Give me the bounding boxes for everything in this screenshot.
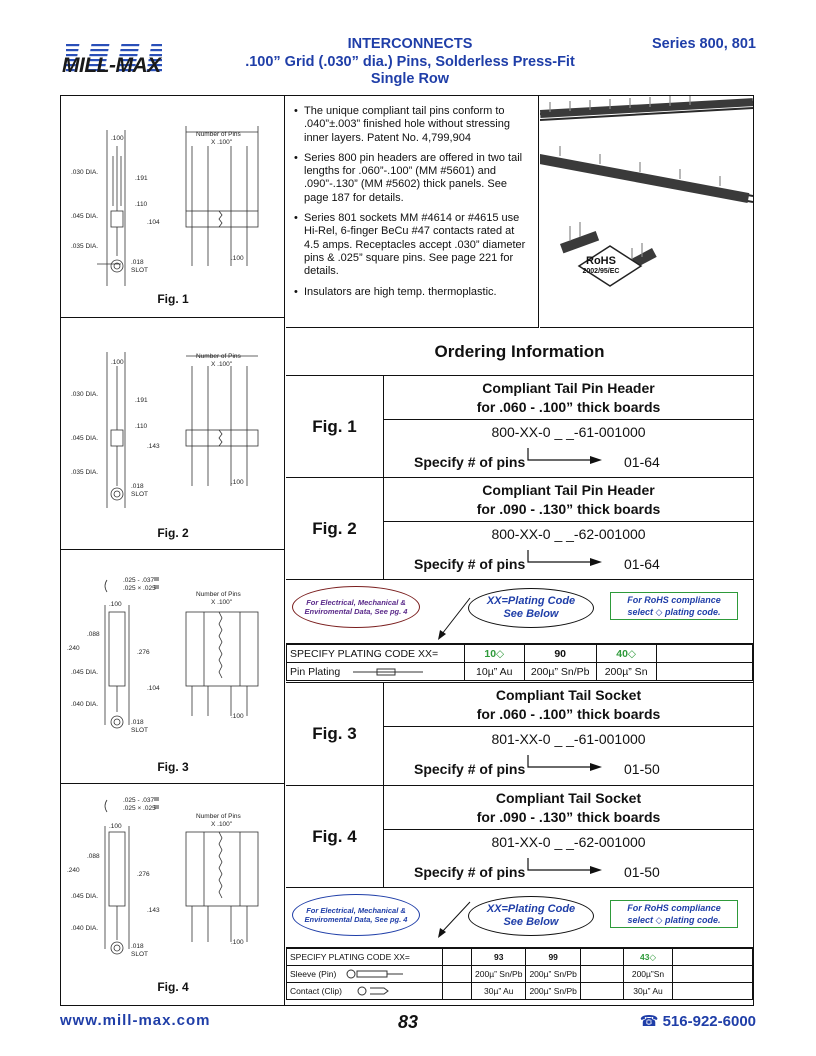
plating-value: 200µ” Sn/Pb [472,966,526,983]
order-block-fig2 [286,478,753,580]
plating-table-2 [286,948,753,1000]
bullet-item: • Series 800 pin headers are offered in two tail lengths for .060”-.100” (MM #5601) and .090”-.130” (MM #5602) thick panels. See page 187 for details. [294,152,532,205]
plating-legend-2 [286,888,753,948]
drawing-column [61,96,285,1005]
page-title: INTERCONNECTS .100” Grid (.030” dia.) Pins, Solderless Press-Fit Single Row [245,36,575,87]
pointer-arrow-icon [526,446,616,470]
dim-number-of-pins: Number of Pins [196,131,241,138]
dim-dia-030: .030 DIA. [71,391,99,398]
plating-code-label: SPECIFY PLATING CODE XX= [287,949,443,966]
fig3-drawing-cell [61,550,285,784]
specify-pins: Specify # of pins [414,864,526,880]
order-fig-label: Fig. 1 [286,376,384,477]
dim-pin-round: .025 × .025 [123,585,156,592]
dim-number-of-pins: Number of Pins [196,591,241,598]
fig3-drawing [61,550,285,784]
dim-191: .191 [135,175,148,182]
plating-value: 200µ”Sn [623,966,672,983]
fig2-drawing [61,318,285,550]
dim-number-of-pins: Number of Pins [196,353,241,360]
dim-191: .191 [135,397,148,404]
specify-pins: Specify # of pins [414,556,526,572]
ordering-title: Ordering Information [286,328,753,376]
dim-pitch: .100 [109,823,122,830]
fig1-drawing-cell [61,96,285,318]
dim-276: .276 [137,871,150,878]
bullet-item: • The unique compliant tail pins conform to .040”±.003” finished hole without stressing inner layers. Patent No. 4,799,904 [294,105,532,145]
plating-value: 200µ” Sn/Pb [526,966,580,983]
electrical-data-note: For Electrical, Mechanical & Enviromental Data, See pg. 4 [292,586,420,628]
plating-value: 10µ” Au [464,663,524,681]
order-fig-label: Fig. 3 [286,683,384,785]
dim-slot: SLOT [131,491,148,498]
empty-cell [580,949,623,966]
rohs-compliance-note: For RoHS compliance select ◇ plating code. [610,592,738,620]
dim-143: .143 [147,907,160,914]
plating-table-1 [286,644,753,681]
square-pin-swatch [154,577,159,581]
dim-dia-035: .035 DIA. [71,243,99,250]
dim-088: .088 [87,853,100,860]
dim-018: .018 [131,719,144,726]
electrical-data-note: For Electrical, Mechanical & Enviromental Data, See pg. 4 [292,894,420,936]
empty-cell [443,966,472,983]
specify-pins: Specify # of pins [414,761,526,777]
dim-pin-square: .025 - .037 [123,577,155,584]
dim-dia-030: .030 DIA. [71,169,99,176]
plating-value: 200µ” Sn/Pb [524,663,596,681]
fig4-drawing [61,784,285,1006]
pointer-arrow-icon [526,548,616,572]
feature-bullets [286,96,539,328]
fig2-caption: Fig. 2 [157,526,189,540]
dim-018: .018 [131,943,144,950]
fig1-drawing [61,96,285,318]
footer-phone: ☎ 516-922-6000 [639,1013,756,1030]
fig1-caption: Fig. 1 [157,292,189,306]
dim-x-pitch: X .100" [211,361,233,368]
order-fig-label: Fig. 4 [286,786,384,887]
dim-018: .018 [131,259,144,266]
dim-dia-035: .035 DIA. [71,469,99,476]
part-number: 800-XX-0 _ _-61-001000 [491,424,646,440]
dim-pitch: .100 [109,601,122,608]
pin-range: 01-50 [624,864,660,880]
table-row [287,663,753,681]
rohs-sub: 2002/95/EC [582,268,620,275]
fig3-caption: Fig. 3 [157,760,189,774]
product-photo [540,96,753,328]
empty-cell [673,983,753,1000]
plating-value: 200µ” Sn [596,663,656,681]
order-heading: Compliant Tail Socket for .060 - .100” thick boards [384,683,753,727]
plating-value: 30µ” Au [472,983,526,1000]
dim-pin-round: .025 × .025 [123,805,156,812]
dim-143: .143 [147,443,160,450]
order-heading: Compliant Tail Pin Header for .090 - .130” thick boards [384,478,753,522]
fig2-drawing-cell [61,318,285,550]
dim-pin-square: .025 - .037 [123,797,155,804]
dim-018: .018 [131,483,144,490]
plating-code: 40◇ [596,645,656,663]
sleeve-pin-icon [345,969,405,979]
rohs-compliance-note: For RoHS compliance select ◇ plating code. [610,900,738,928]
dim-104: .104 [147,219,160,226]
dim-slot: SLOT [131,951,148,958]
square-pin-swatch [154,797,159,801]
plating-code: 99 [526,949,580,966]
contact-clip-icon [354,986,394,996]
order-block-fig1 [286,376,753,478]
empty-cell [673,949,753,966]
plating-value: 30µ” Au [623,983,672,1000]
dim-dia-040: .040 DIA. [71,925,99,932]
dim-pitch-bottom: .100 [231,255,244,262]
dim-pitch: .100 [111,359,124,366]
plating-legend-1 [286,580,753,644]
dim-dia-045: .045 DIA. [71,893,99,900]
table-row [287,645,753,663]
dim-276: .276 [137,649,150,656]
series-label: Series 800, 801 [651,36,756,52]
plating-code: 43◇ [623,949,672,966]
dim-240: .240 [67,645,80,652]
part-number: 801-XX-0 _ _-62-001000 [491,834,646,850]
footer-website-link[interactable]: www.mill-max.com [60,1012,211,1029]
bullet-item: • Insulators are high temp. thermoplastic. [294,286,532,299]
empty-cell [656,663,752,681]
empty-cell [580,966,623,983]
dim-pitch-bottom: .100 [231,479,244,486]
dim-pitch: .100 [111,135,124,142]
dim-110: .110 [135,201,148,208]
pin-icon [353,667,423,677]
order-fig-label: Fig. 2 [286,478,384,579]
plating-code-note: XX=Plating Code See Below [468,588,594,628]
rohs-badge [570,246,632,286]
empty-cell [580,983,623,1000]
dim-104: .104 [147,685,160,692]
order-heading: Compliant Tail Socket for .090 - .130” thick boards [384,786,753,830]
plating-code-label: SPECIFY PLATING CODE XX= [287,645,465,663]
empty-cell [673,966,753,983]
dim-pitch-bottom: .100 [231,713,244,720]
part-number: 800-XX-0 _ _-62-001000 [491,526,646,542]
contact-label: Contact (Clip) [287,983,443,1000]
table-row [287,983,753,1000]
dim-dia-045: .045 DIA. [71,213,99,220]
dim-slot: SLOT [131,267,148,274]
dim-x-pitch: X .100" [211,139,233,146]
rohs-label: RoHS [586,255,616,267]
dim-240: .240 [67,867,80,874]
dim-x-pitch: X .100" [211,821,233,828]
pin-plating-label: Pin Plating [287,663,465,681]
dim-number-of-pins: Number of Pins [196,813,241,820]
pointer-arrow-icon [526,856,616,880]
plating-code-note: XX=Plating Code See Below [468,896,594,936]
plating-code: 93 [472,949,526,966]
dim-110: .110 [135,423,148,430]
order-heading: Compliant Tail Pin Header for .060 - .100” thick boards [384,376,753,420]
dim-pitch-bottom: .100 [231,939,244,946]
logo-text: MILL-MAX [62,54,161,77]
dim-x-pitch: X .100" [211,599,233,606]
fig4-caption: Fig. 4 [157,980,189,994]
fig4-drawing-cell [61,784,285,1006]
empty-cell [443,983,472,1000]
bullet-item: • Series 801 sockets MM #4614 or #4615 use Hi-Rel, 6-finger BeCu #47 contacts rated at 4.5 amps. Receptacles accept .030” diameter pins & .025” square pins. See page 221 for details. [294,212,532,278]
pin-range: 01-64 [624,556,660,572]
order-block-fig4 [286,786,753,888]
dim-dia-040: .040 DIA. [71,701,99,708]
dim-dia-045: .045 DIA. [71,435,99,442]
sleeve-label: Sleeve (Pin) [287,966,443,983]
pin-range: 01-50 [624,761,660,777]
empty-cell [656,645,752,663]
empty-cell [443,949,472,966]
dim-088: .088 [87,631,100,638]
dim-slot: SLOT [131,727,148,734]
pin-range: 01-64 [624,454,660,470]
order-block-fig3 [286,682,753,786]
table-row [287,949,753,966]
table-row [287,966,753,983]
dim-dia-045: .045 DIA. [71,669,99,676]
specify-pins: Specify # of pins [414,454,526,470]
pointer-arrow-icon [526,753,616,777]
plating-code: 10◇ [464,645,524,663]
product-photo-illustration [540,96,753,328]
page-number: 83 [398,1012,419,1032]
plating-code: 90 [524,645,596,663]
plating-value: 200µ” Sn/Pb [526,983,580,1000]
datasheet-frame [60,95,754,1006]
part-number: 801-XX-0 _ _-61-001000 [491,731,646,747]
